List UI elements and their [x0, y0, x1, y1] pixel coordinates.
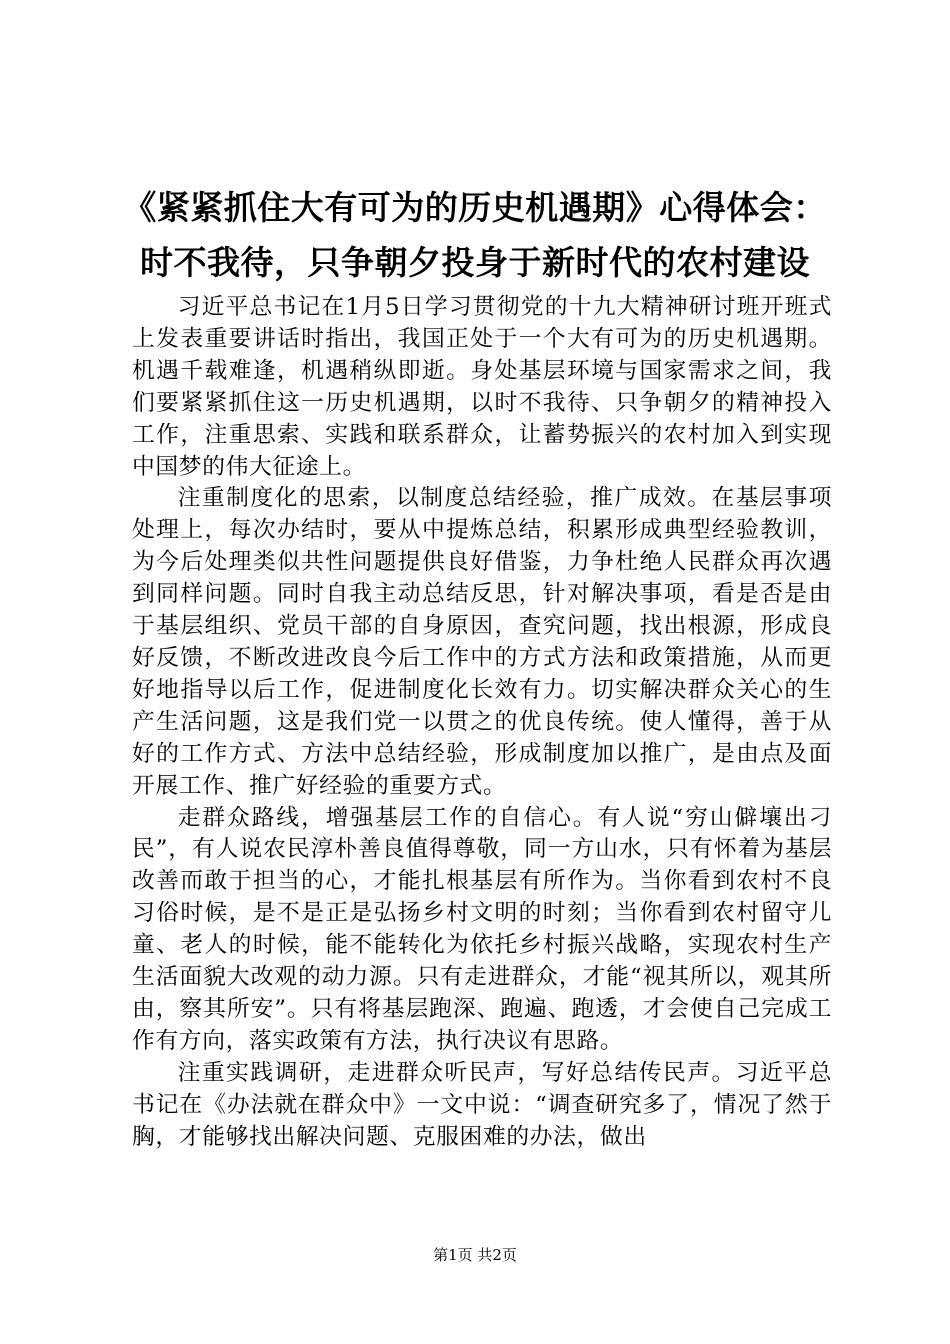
document-title-line-1: 《紧紧抓住大有可为的历史机遇期》心得体会： [123, 188, 827, 227]
paragraph-1: 习近平总书记在1月5日学习贯彻党的十九大精神研讨班开班式上发表重要讲话时指出，我国正处于一个大有可为的历史机遇期。机遇千载难逢，机遇稍纵即逝。身处基层环境与国家需求之间，我们要紧紧抓住这一历史机遇期，以时不我待、只争朝夕的精神投入工作，注重思索、实践和联系群众，让蓄势振兴的农村加入到实现中国梦的伟大征途上。 [132, 294, 832, 480]
page-footer: 第1页 共2页 [433, 1246, 517, 1264]
paragraph-4: 注重实践调研，走进群众听民声，写好总结传民声。习近平总书记在《办法就在群众中》一文中说：“调查研究多了，情况了然于胸，才能够找出解决问题、克服困难的办法，做出 [132, 1059, 832, 1150]
document-body [132, 292, 832, 1153]
paragraph-2: 注重制度化的思索，以制度总结经验，推广成效。在基层事项处理上，每次办结时，要从中提炼总结，积累形成典型经验教训，为今后处理类似共性问题提供良好借鉴，力争杜绝人民群众再次遇到同样问题。同时自我主动总结反思，针对解决事项，看是否是由于基层组织、党员干部的自身原因，查究问题，找出根源，形成良好反馈，不断改进改良今后工作中的方式方法和政策措施，从而更好地指导以后工作，促进制度化长效有力。切实解决群众关心的生产生活问题，这是我们党一以贯之的优良传统。使人懂得，善于从好的工作方式、方法中总结经验，形成制度加以推广，是由点及面开展工作、推广好经验的重要方式。 [132, 485, 832, 799]
paragraph-3: 走群众路线，增强基层工作的自信心。有人说“穷山僻壤出刁民”，有人说农民淳朴善良值得尊敬，同一方山水，只有怀着为基层改善而敢于担当的心，才能扎根基层有所作为。当你看到农村不良习俗时候，是不是正是弘扬乡村文明的时刻；当你看到农村留守儿童、老人的时候，能不能转化为依托乡村振兴战略，实现农村生产生活面貌大改观的动力源。只有走进群众，才能“视其所以，观其所由，察其所安”。只有将基层跑深、跑遍、跑透，才会使自己完成工作有方向，落实政策有方法，执行决议有思路。 [132, 804, 832, 1054]
document-title-line-2: 时不我待，只争朝夕投身于新时代的农村建设 [140, 243, 810, 282]
